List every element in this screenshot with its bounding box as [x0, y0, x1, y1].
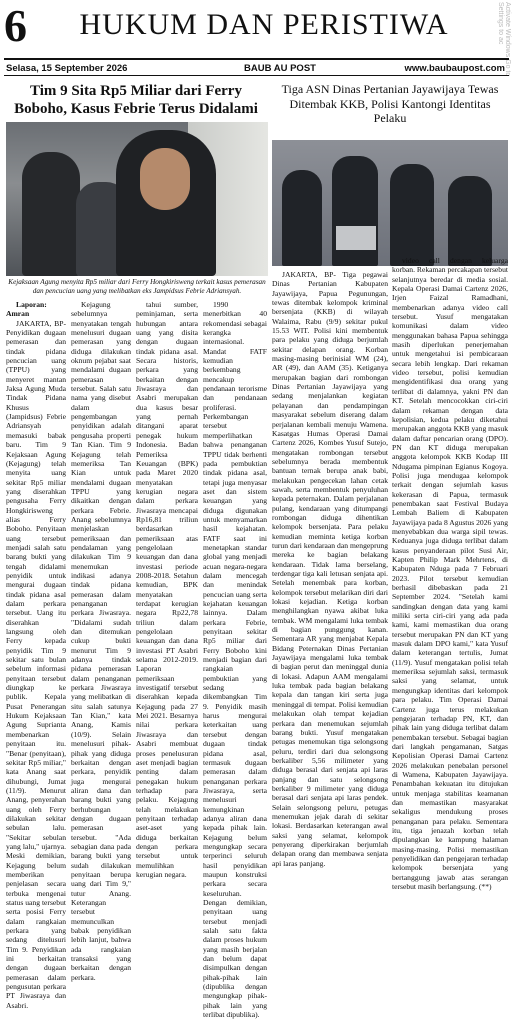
article-text: JAKARTA, BP- Penyidikan dugaan pemerasan dan tindak pidana pencucian uang (TPPU) yang menyeret mantan Jaksa Agung Muda Tindak Pidana Khusus (Jampidsus) Febrie Adriansyah memasuki babak baru. Tim 9 Kejaksaan Agung (Kejagung) telah menyita uang sekitar Rp5 miliar yang diserahkan pengusaha Ferry Hongkirisweng alias Ferry Boboho. Penyitaan uang tersebut menjadi salah satu barang bukti yang tengah didalami penyidik untuk mengurai dugaan tindak pidana asal dalam perkara tersebut. Uang itu diserahkan langsung oleh Ferry kepada penyidik Tim 9 sekitar satu bulan sebelum informasi penyitaan tersebut diungkap ke publik. Kepala Pusat Penerangan Hukum Kejaksaan Agung Suprianta membenarkan penyitaan itu. "Benar (penyitaan), sekitar Rp5 miliar," kata Anang saat dihubungi, Jumat (11/9). Menurut Anang, penyerahan uang oleh Ferry dilakukan sekitar sebulan lalu. "Sekitar sebulan yang lalu," ujarnya. Meski demikian, Kejagung belum memberikan penjelasan secara terbuka mengenai status uang tersebut serta posisi Ferry dalam rangkaian perkara yang sedang ditelusuri Tim 9. Penyidikan ini berkaitan dengan dugaan pemerasan dalam pengusutan perkara PT Jiwasraya dan Asabri.: [6, 318, 66, 1010]
headline-main: Tim 9 Sita Rp5 Miliar dari Ferry Boboho, Kasus Febrie Terus Didalami: [14, 83, 258, 117]
article-column-1: [6, 300, 66, 1010]
paper-name: HUKUM DAN PERISTIWA: [79, 8, 449, 41]
article-column-5: [272, 270, 388, 868]
article-text: video call dengan keluarga korban. Rekaman percakapan tersebut selanjutnya beredar di media sosial. Kepala Operasi Damai Cartenz 2026, Irjen Faizal Ramadhani, membenarkan adanya video call tersebut. Yusuf mengatakan komunikasi dalam video menggunakan bahasa Papua sehingga masih diperlukan penerjemahan untuk mengetahui isi pembicaraan secara lebih lengkap. Dari rekaman video tersebut, polisi kemudian mengidentifikasi dua orang yang terlibat di dalamnya, yakni PN dan KT. Setelah mencocokkan ciri-ciri dalam rekaman dengan data kepolisian, kedua pelaku diketahui merupakan anggota KKB yang masuk dalam daftar pencarian orang (DPO). PN dan KT diduga merupakan anggota kelompok KKB Kodap III Ndugama pimpinan Egianus Kogoya. Polisi juga mendugaa kelompok terkait dengan sejumlah kasus kekerasan di Papua, termasuk penembakan saat Festival Budaya Lembah Baliem di Kabupaten Jayawijaya pada 8 Agustus 2026 yang menyebabkan dua warga sipil tewas. Keduanya juga diduga terlibat dalam kasus penyanderaan pilot Susi Air, Kapten Philip Mark Mehrtens, di Kabupaten Nduga pada 7 Februari 2023. Pilot tersebut kemudian berhasil dibebaskan pada 21 September 2024. "Setelah kami sandingkan dengan data yang kami miliki serta ciri-ciri yang ada pada kami, kami memastikan dua orang tersebut merupakan PN dan KT yang masuk dalam DPO kami," kata Yusuf dalam keterangan tertulis, Jumat (11/9). Yusuf mengatakan polisi telah memeriksa sejumlah saksi, termasuk saksi yang selamat, untuk mengungkap identitas dari kelompok para pelaku. Tim Operasi Damai Cartenz juga terus melakukan pengejaran terhadap PN, KT, dan pihak lain yang diduga terlibat dalam penembakan tersebut. Sebagai bagian dari langkah pengamanan, Satgas Kepolisian Operasi Damai Cartenz 2026 melakukan penebalan personel di Wamena, Kabupaten Jayawijaya. Penambahan kekuatan itu ditujukan untuk menjaga stabilitas keamanan dan memastikan masyarakat sekaligus mendukung proses penanganan para pelaku. Sementara itu, tiga jenazah korban telah dipulangkan ke kampung halaman masing-masing. Polisi memastikan penyelidikan dan pengejaran terhadap kelompok bersenjata yang bertanggung jawab atas serangan tersebut masih berlangsung. (**): [392, 256, 508, 892]
dateline: [4, 58, 509, 76]
photo-face: [140, 148, 190, 210]
photo-person: [282, 170, 322, 266]
article-column-3: [136, 300, 198, 879]
news-photo-main: [6, 122, 268, 276]
photo-object: [336, 226, 376, 250]
section-name: BAUB AU POST: [244, 63, 316, 74]
photo-person: [22, 152, 80, 276]
photo-caption: Kejaksaan Agung menyita Rp5 miliar dari Ferry Hongkirisweng terkait kasus pemerasan dan pencucian uang yang melibatkan eks Jampidsus Febrie Adriansyah.: [8, 278, 266, 295]
article-column-4: [203, 300, 267, 1019]
photo-person: [390, 164, 434, 266]
page-number: 6: [4, 0, 27, 51]
article-column-2: [71, 300, 131, 982]
photo-person-center: [116, 130, 216, 276]
watermark: Activate Windows Go to Settings to ac: [497, 2, 511, 77]
article-text: Kejagung sebelumnya menyatakan tengah menelusuri dugaan pemerasan yang diduga dilakukan oknum pejabat saat mendalami dugaan pemerasan tersebut. Salah satu nama yang disebut dalam pengembangan penyidikan adalah pengusaha properti Tan Kian. Tim 9 Kejagung telah memeriksa Tan Kian untuk mendalami dugaan TPPU yang dikaitkan dengan perkara Febrie. Anang sebelumnya menjelaskan pemeriksaan dan pendalaman yang dilakukan Tim 9 menemukan indikasi adanya tindak pidana pemerasan dalam penanganan perkara Jiwasraya. "Didalami sudah dan ditemukan cukup bukti menurut Tim 9 adanya tindak pidana pemerasan dalam penanganan perkara Jiwasraya yang melibatkan di situ salah satunya Tan Kian," kata Anang, Kamis (10/9). Selain menelusuri pihak-pihak yang diduga berkaitan dengan perkara, penyidik juga mengurai aliran dana dan barang bukti yang berhubungan dengan dugaan pemerasan tersebut. "Ada sebagian dana pada barang bukti yang sudah dilakukan penyitaan berupa uang dari Tim 9," tutur Anang. Keterangan tersebut memunculkan babak penyidikan lebih lanjut, bahwa ada rangkaian transaksi yang berkaitan dengan perkara.: [71, 300, 131, 982]
issue-date: Selasa, 15 September 2026: [6, 63, 128, 74]
photo-person: [448, 176, 492, 266]
article-text: 1990 menerbitkan 40 rekomendasi sebagai kerangka internasional. Mandat FATF kemudian berkembang mencakup pendanaan terorisme dan pendanaan proliferasi. Perkembangan tersebut memperlihatkan bahwa penanganan TPPU tidak berhenti pada pembuktian tindak pidana asal, tetapi juga menyasar aset dan sistem keuangan yang diduga digunakan untuk menyamarkan hasil kejahatan. FATF saat ini menetapkan standar global yang menjadi acuan negara-negara dalam mencegah dan menindak pencucian uang serta kejahatan keuangan lainnya. Dalam perkara Febrie, penyitaan sekitar Rp5 miliar dari Ferry Boboho kini menjadi bagian dari rangkaian pembuktian yang sedang dikembangkan Tim 9. Penyidik masih harus mengurai keterkaitan uang tersebut dengan dugaan tindak pidana asal, termasuk dugaan pemerasan dalam penanganan perkara Jiwasraya, serta menelusuri kemungkinan adanya aliran dana kepada pihak lain. Kejagung belum mengungkap secara terperinci seluruh hasil penyidikan maupun konstruksi perkara secara keseluruhan. Dengan demikian, penyitaan uang tersebut menjadi salah satu fakta dalam proses hukum yang masih berjalan dan belum dapat disimpulkan dengan pihak-pihak lain (dipublika dengan mengungkap pihak-pihak lain yang terlibat dipublika).: [203, 300, 267, 1019]
headline-secondary: Tiga ASN Dinas Pertanian Jayawijaya Tewas Ditembak KKB, Polisi Kantongi Identitas Pelaku: [281, 82, 499, 125]
article-text: JAKARTA, BP- Tiga pegawai Dinas Pertanian Kabupaten Jayawijaya, Papua Pegunungan, tewas ditembak kelompok kriminal bersenjata (KKB) di wilayah Walaima, Rabu (9/9) sekitar pukul 15.53 WIT. Polisi kini membentuk para pelaku yang diduga berjumlah sekitar delapan orang. Korban masing-masing berinisial WM (24), AR (49), dan AAM (35). Ketiganya merupakan bagian dari rombongan Dinas Pertanian Jayawijaya yang sedang menjalankan kegiatan pelayanan dan pendampingan masyarakat sebelum diserang dalam perjalanan kembali menuju Wamena. Kasatgas Humas Operasi Damai Cartenz 2026, Kombes Yusuf Sutejo, mengatakan rombongan tersebut sebelumnya berada membentuk bantuan ternak berupa anak babi, melakukan pengecekan lahan cetak sawah, serta membentuk penyuluhan kepada peternakan. Dalam perjalanan pulang, kendaraan yang ditumpangi rombongan diduga dihentikan kelompok bersenjata. Para pelaku kemudian meminta ketiga korban turun dari kendaraan dan mengeprung mereka ke bagian belakang kendaraan. Tidak lama berselang, terdengar tiga kali letusan senjata api. Setelah menembak para korban, kelompok tersebut melarikan diri dari lokasi kejadian. Ketiga korban menghilangkan nyawa akibat luka tembak. WM mengalami luka tembak di bagian punggung kanan. Sementara AR yang menjabat Kepala Bidang Peternakan Dinas Pertanian Jayawijaya mengalami luka tembak di bagian perut dan meninggal dunia di lokasi. Adapun AAM mengalami luka tembak pada bagian belakang kepala dan tangan kiri serta juga meninggal di tempat. Polisi kemudian melakukan olah tempat kejadian perkara dan menemukan sejumlah barang bukti. Yusuf mengatakan petugas menemukan tiga selongsong peluru, terdiri dari dua selongsong berkaliber 5,56 milimeter yang diduga berasal dari senjata api laras panjang dan satu selongsong berkaliber 9 milimeter yang diduga berasal dari senjata api laras pendek. Selain selongsong peluru, petugas menemukan jejak darah di sekitar lokasi. Berdasarkan keterangan awal saksi yang selamat, kelompok penyerang diperkirakan berjumlah delapan orang dan membawa senjata api laras panjang.: [272, 270, 388, 868]
byline: Laporan: Amran: [6, 300, 47, 319]
article-column-6: [392, 256, 508, 892]
article-text: tahui sumber, peminjaman, serta hubungan antara uang yang disita dengan dugaan tindak pidana asal. Secara historis, perkara yang berkaitan dengan Jiwasraya dan Asabri merupakan dua kasus besar yang pernah ditangani aparat penegak hukum Indonesia. Badan Pemeriksa Keuangan (BPK) pada Maret 2020 menyatakan kerugian negara dalam perkara Jiwasraya mencapai Rp16,81 triliun berdasarkan pemeriksaan atas pengelolaan keuangan dan dana investasi periode 2008-2018. Setahun kemudian, BPK menyatakan terdapat kerugian negara Rp22,78 triliun dalam pengelolaan keuangan dan dana investasi PT Asabri selama 2012-2019. Laporan pemeriksaan investigatif tersebut diserahkan kepada Kejagung pada 27 Mei 2021. Besarnya nilai perkara Jiwasraya dan Asabri membuat proses penelusuran aset menjadi bagian penting dalam penegakan hukum terhadap para pelaku. Kejagung telah melakukan penyitaan terhadap aset-aset yang diduga berkaitan dengan perkara tersebut untuk memulihkan kerugian negara.: [136, 300, 198, 879]
website-url: www.baubaupost.com: [404, 63, 505, 74]
news-photo-secondary: [272, 140, 508, 266]
